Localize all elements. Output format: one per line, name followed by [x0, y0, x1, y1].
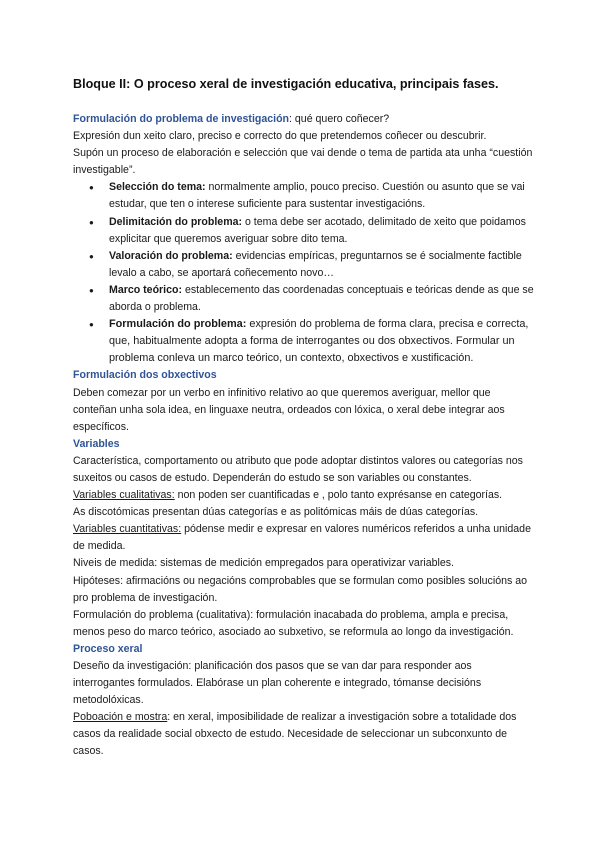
bullet-term: Valoración do problema:	[109, 249, 233, 262]
paragraph-deseno: Deseño da investigación: planificación dos pasos que se van dar para responder aos interrogantes formulados. Elabórase un plan coherente e integrado, tómanse decisións metodolóxicas.	[73, 660, 482, 707]
bullet-term: Selección do tema:	[109, 181, 206, 194]
bullet-item	[109, 282, 534, 316]
paragraph-discotomicas: As discotómicas presentan dúas categorías e as politómicas máis de dúas categorías.	[73, 506, 479, 519]
paragraph-niveis: Niveis de medida: sistemas de medición empregados para operativizar variables.	[73, 557, 454, 570]
bullet-item	[109, 179, 534, 213]
paragraph-obxectivos: Deben comezar por un verbo en infinitivo relativo ao que queremos averiguar, mellor que conteñan unha sola idea, en linguaxe neutra, ordeados con lóxica, o xeral debe integrar aos específicos.	[73, 386, 505, 433]
paragraph-formulacion-cualitativa: Formulación do problema (cualitativa): formulación inacabada do problema, ampla e precisa, menos peso do marco teórico, asociado ao subxetivo, se reformula ao longo da investigación.	[73, 608, 514, 638]
bullet-item	[109, 214, 534, 248]
heading-formulacion-label: Formulación do problema de investigación	[73, 113, 290, 125]
bullet-text: normalmente amplio, pouco preciso. Cuestión ou asunto que se vai estudar, que ten o interese suficiente para sustentar investigacións.	[109, 181, 525, 211]
paragraph-cuantitativas	[73, 521, 534, 555]
bullet-text: establecemento das coordenadas conceptuais e teóricas dende as que se aborda o problema.	[109, 283, 534, 314]
text-cuantitativas: pódense medir e expresar en valores numéricos referidos a unha unidade de medida.	[73, 523, 531, 553]
bullet-text: expresión do problema de forma clara, precisa e correcta, que, habitualmente adopta a forma de interrogantes ou dos obxectivos. Formular un problema conleva un marco teórico, un contexto, obxectivos e xustificación.	[109, 318, 529, 365]
document-title: Bloque II: O proceso xeral de investigación educativa, principais fases.	[73, 77, 499, 91]
section-heading-proceso: Proceso xeral	[73, 642, 143, 655]
section-heading-formulacion	[73, 111, 534, 128]
paragraph-cualitativas	[73, 487, 534, 504]
paragraph-poboacion	[73, 709, 534, 760]
text-poboacion: : en xeral, imposibilidade de realizar a investigación sobre a totalidade dos casos da realidade social obxecto de estudo. Necesidade de seleccionar un subconxunto de casos.	[73, 711, 517, 758]
paragraph-hipoteses: Hipóteses: afirmacións ou negacións comprobables que se formulan como posibles solucións ao pro problema de investigación.	[73, 574, 528, 604]
heading-formulacion-rest: : qué quero coñecer?	[289, 113, 390, 125]
bullet-term: Delimitación do problema:	[109, 215, 243, 228]
paragraph-expresion: Expresión dun xeito claro, preciso e correcto do que pretendemos coñecer ou descubrir.	[73, 130, 487, 143]
paragraph-supon: Supón un proceso de elaboración e selección que vai dende o tema de partida ata unha “cuestión investigable”.	[73, 147, 533, 177]
paragraph-variables: Característica, comportamento ou atributo que pode adoptar distintos valores ou categorías nos suxeitos ou casos de estudo. Dependerán do estudo se son variables ou constantes.	[73, 454, 523, 484]
term-poboacion: Poboación e mostra	[73, 711, 168, 724]
bullet-term: Formulación do problema:	[109, 318, 247, 331]
term-cualitativas: Variables cualitativas:	[73, 489, 175, 502]
term-cuantitativas: Variables cuantitativas:	[73, 523, 182, 536]
bullet-term: Marco teórico:	[109, 283, 182, 296]
bullet-item	[109, 316, 534, 367]
text-cualitativas: non poden ser cuantificadas e , polo tanto exprésanse en categorías.	[174, 489, 503, 502]
bullet-list-phases	[73, 179, 534, 367]
bullet-text: evidencias empíricas, preguntarnos se é socialmente factible levalo a cabo, se aportará coñecemento novo…	[109, 249, 522, 279]
section-heading-obxectivos: Formulación dos obxectivos	[73, 369, 217, 382]
bullet-item	[109, 248, 534, 282]
bullet-text: o tema debe ser acotado, delimitado de xeito que poidamos explicitar que queremos averiguar sobre dito tema.	[109, 215, 526, 245]
section-heading-variables: Variables	[73, 437, 120, 450]
